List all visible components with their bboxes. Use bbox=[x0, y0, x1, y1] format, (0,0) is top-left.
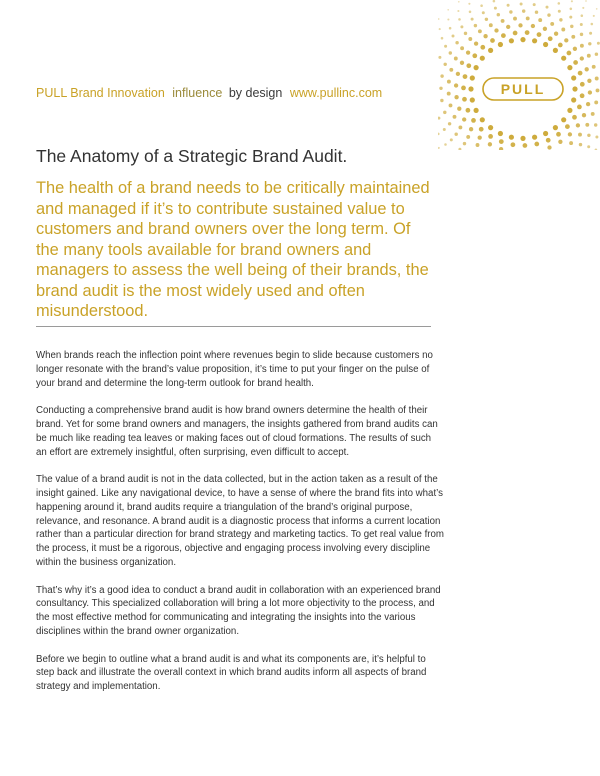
tagline: influence bbox=[172, 86, 223, 100]
paragraph: That’s why it’s a good idea to conduct a brand audit in collaboration with an experienced brand consultancy. This specialized collaboration will bring a lot more objectivity to the process, and the most effective method for communicating and integrating the insights into the various disciplines within the brand owner organization. bbox=[36, 584, 441, 637]
sunburst-dots-icon bbox=[438, 0, 600, 150]
page-title: The Anatomy of a Strategic Brand Audit. bbox=[36, 146, 348, 166]
brand-name: PULL Brand Innovation bbox=[36, 86, 165, 100]
body-text bbox=[36, 349, 444, 708]
by-design-text: by design bbox=[228, 86, 283, 100]
divider bbox=[36, 326, 431, 327]
paragraph: When brands reach the inflection point where revenues begin to slide because customers no longer resonate with the brand’s value proposition, it’s time to put your finger on the pulse of your brand and determine the long-term outlook for brand health. bbox=[36, 350, 433, 389]
paragraph: Conducting a comprehensive brand audit is how brand owners determine the health of their brand. Yet for some brand owners and managers, the insights gathered from brand audits can be much like reading tea leaves or making faces out of cloud formations. The results of such an effort are extremely insightful, often surprising, even difficult to accept. bbox=[36, 405, 438, 458]
logo-text: PULL bbox=[500, 81, 546, 97]
lead-paragraph: The health of a brand needs to be critically maintained and managed if it’s to contribute sustained value to customers and brand owners over the long term. Of the many tools available for brand owners and managers to assess the well being of their brands, the brand audit is the most widely used and often misunderstood. bbox=[36, 179, 430, 320]
paragraph: The value of a brand audit is not in the data collected, but in the action taken as a result of the insight gained. Like any navigational device, to have a sense of where the brand fits into what’s happening around it, brand audits require a triangulation of the brand’s original purpose, relevance, and resonance. A brand audit is a diagnostic process that informs a current location rather than a particular direction for brand strategy and marketing tactics. To get real value from the process, it must be a rigorous, objective and engaging process involving every discipline within the business organization. bbox=[36, 474, 444, 568]
paragraph: Before we begin to outline what a brand audit is and what its components are, it’s helpful to step back and illustrate the overall context in which brand audits inform all aspects of brand strategy and implementation. bbox=[36, 653, 427, 693]
header-line bbox=[36, 86, 382, 100]
website-link[interactable]: www.pullinc.com bbox=[289, 86, 383, 100]
pull-logo bbox=[438, 0, 600, 150]
